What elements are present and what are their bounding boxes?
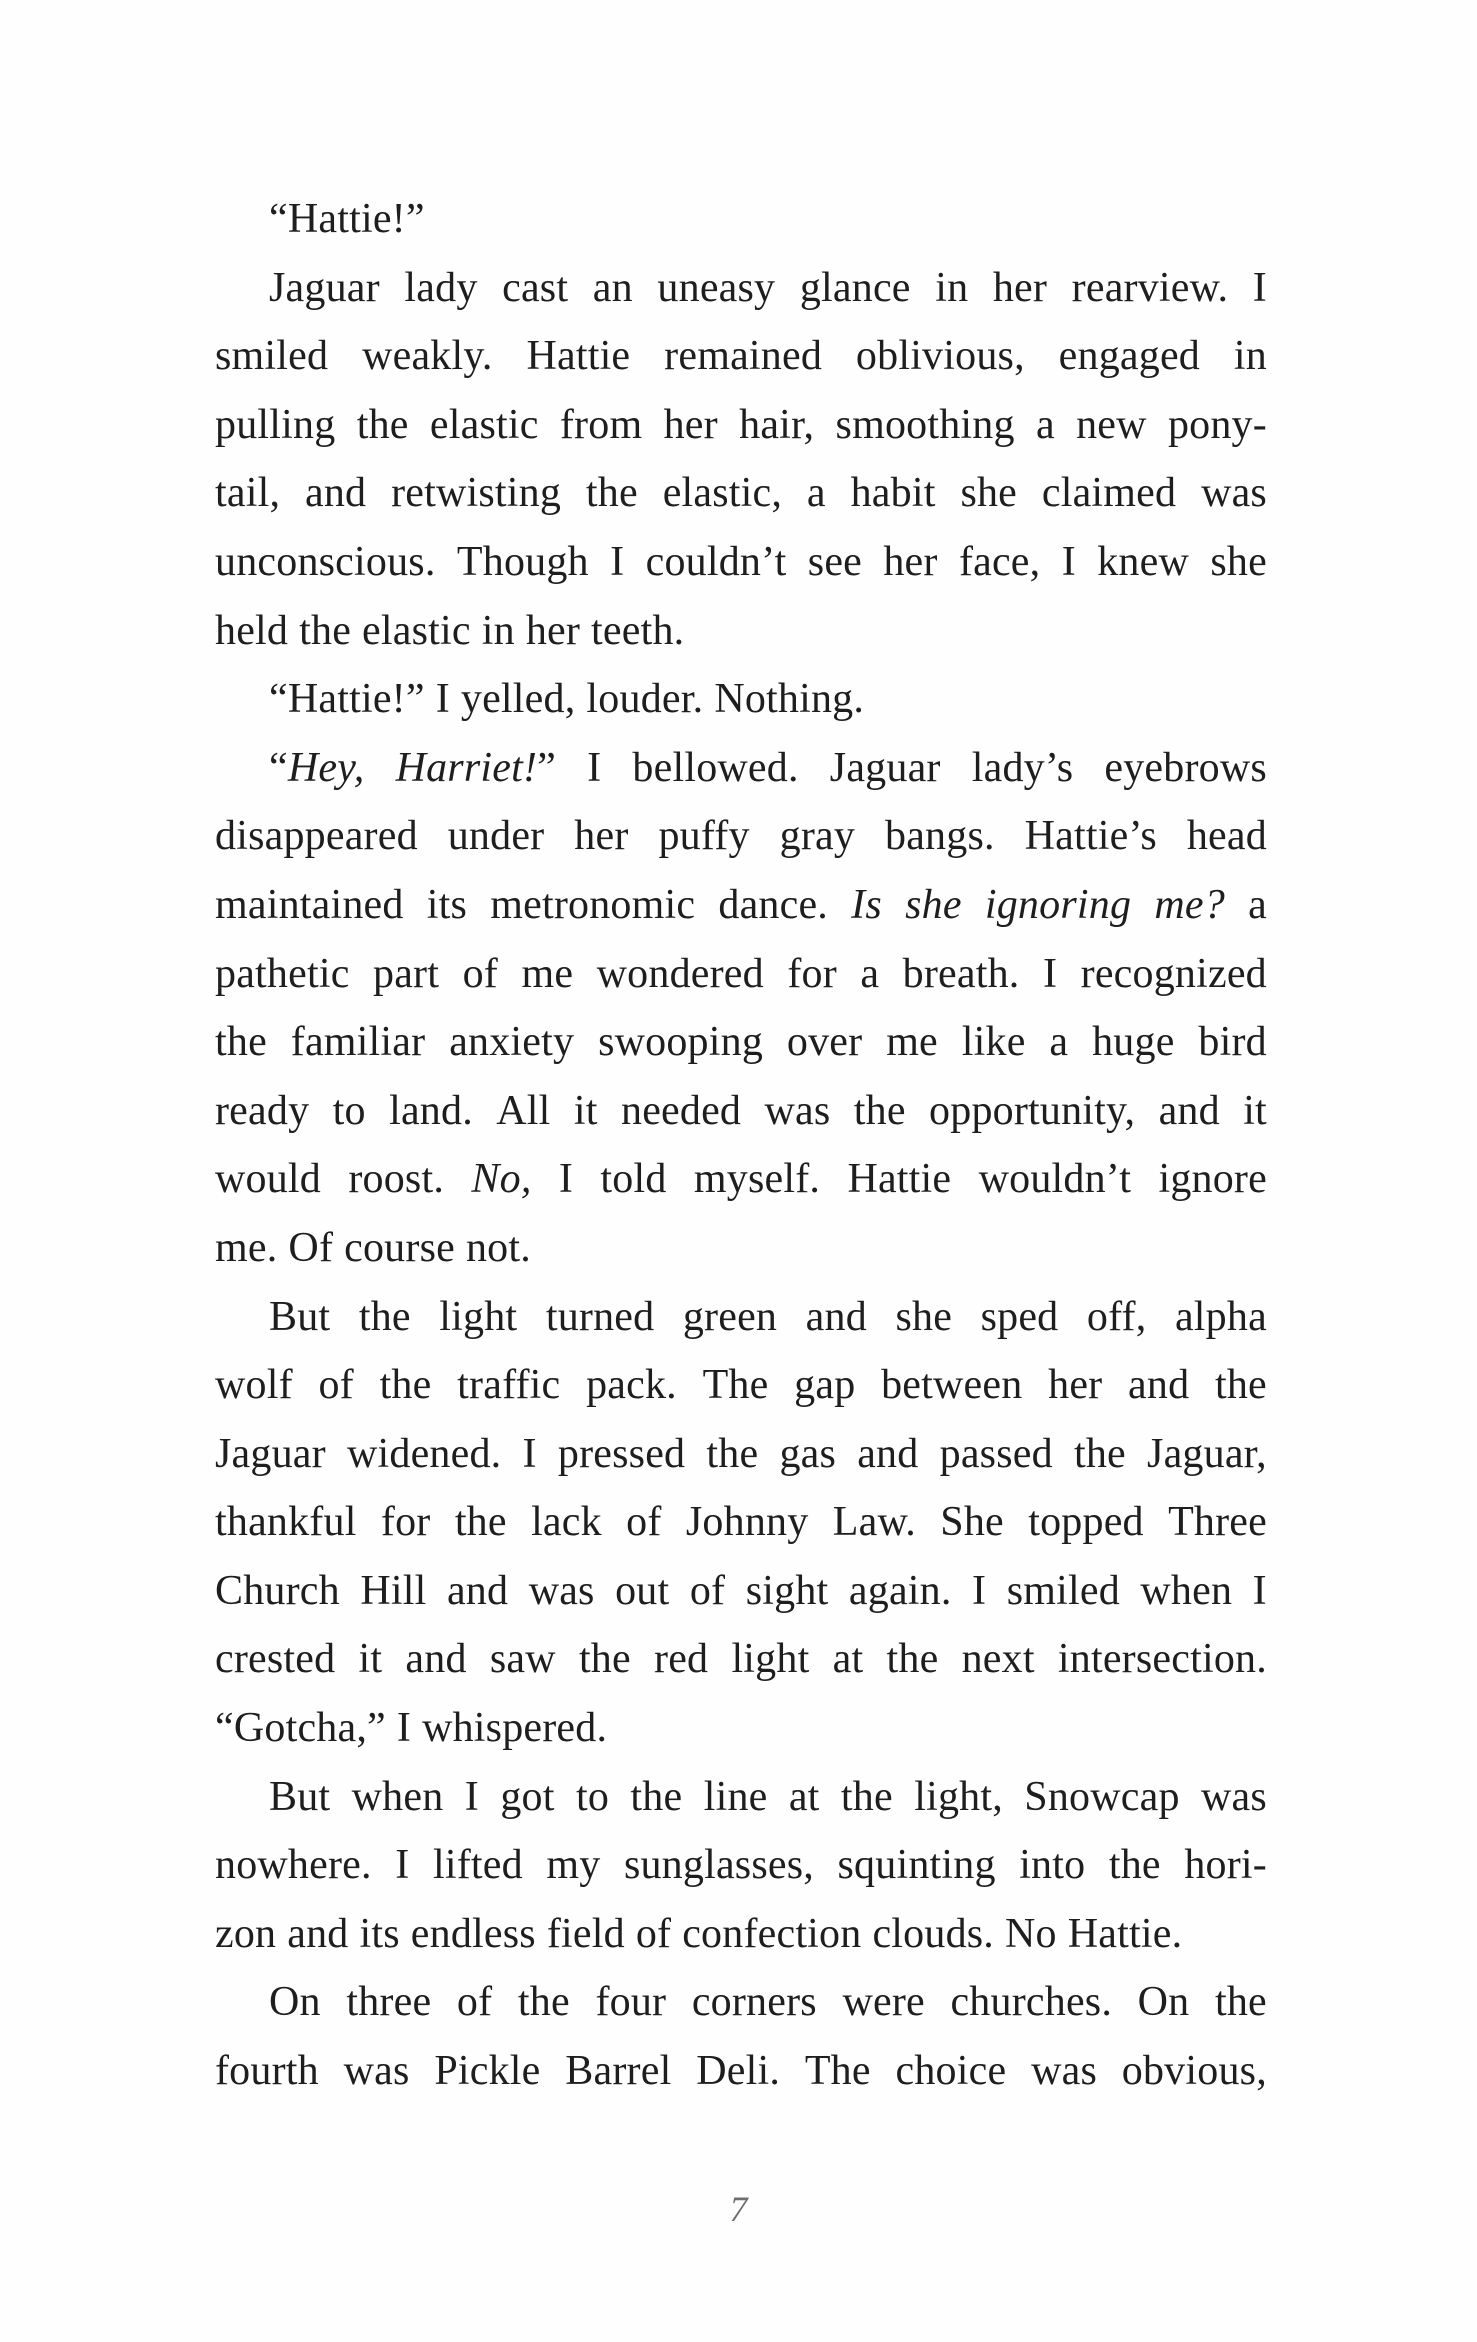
page-number: 7 <box>729 2189 748 2229</box>
text-line: crested it and saw the red light at the next intersection. <box>215 1636 1267 1683</box>
text-line: fourth was Pickle Barrel Deli. The choice was obvious, <box>215 2048 1267 2095</box>
text-line: smiled weakly. Hattie remained oblivious, engaged in <box>215 333 1267 380</box>
text-line: the familiar anxiety swooping over me like a huge bird <box>215 1019 1267 1066</box>
paragraph <box>215 1763 1267 1969</box>
text-line: Jaguar lady cast an uneasy glance in her rearview. I <box>269 264 1267 311</box>
text-line: nowhere. I lifted my sunglasses, squinting into the hori- <box>215 1842 1267 1889</box>
text-line: wolf of the traffic pack. The gap between her and the <box>215 1362 1267 1409</box>
paragraph <box>215 254 1267 666</box>
text-line: But the light turned green and she sped off, alpha <box>269 1293 1267 1340</box>
text-line: pulling the elastic from her hair, smoothing a new pony- <box>215 401 1267 448</box>
text-line: would roost. No, I told myself. Hattie wouldn’t ignore <box>215 1156 1267 1203</box>
body-text <box>215 185 1267 2106</box>
text-line: Jaguar widened. I pressed the gas and passed the Jaguar, <box>215 1430 1267 1477</box>
text-line: Church Hill and was out of sight again. I smiled when I <box>215 1567 1267 1614</box>
paragraph <box>215 665 1267 734</box>
text-line: held the elastic in her teeth. <box>215 607 685 654</box>
text-line: pathetic part of me wondered for a breath. I recognized <box>215 950 1267 997</box>
text-line: zon and its endless field of confection clouds. No Hattie. <box>215 1910 1183 1957</box>
text-line: On three of the four corners were churches. On the <box>269 1979 1267 2026</box>
text-line: “Hattie!” <box>269 196 425 242</box>
text-line: tail, and retwisting the elastic, a habit she claimed was <box>215 470 1267 517</box>
paragraph <box>215 1283 1267 1763</box>
text-line: unconscious. Though I couldn’t see her face, I knew she <box>215 538 1267 585</box>
paragraph <box>215 734 1267 1283</box>
text-line: “Hey, Harriet!” I bellowed. Jaguar lady’s eyebrows <box>269 744 1267 791</box>
text-line: But when I got to the line at the light, Snowcap was <box>269 1773 1267 1820</box>
text-line: maintained its metronomic dance. Is she ignoring me? a <box>215 881 1267 928</box>
paragraph <box>215 1968 1267 2105</box>
text-line: ready to land. All it needed was the opportunity, and it <box>215 1087 1267 1134</box>
text-line: disappeared under her puffy gray bangs. Hattie’s head <box>215 813 1267 860</box>
text-line: me. Of course not. <box>215 1224 531 1271</box>
text-line: “Hattie!” I yelled, louder. Nothing. <box>269 676 865 723</box>
text-line: “Gotcha,” I whispered. <box>215 1705 608 1752</box>
paragraph <box>215 185 1267 254</box>
text-line: thankful for the lack of Johnny Law. She topped Three <box>215 1499 1267 1546</box>
